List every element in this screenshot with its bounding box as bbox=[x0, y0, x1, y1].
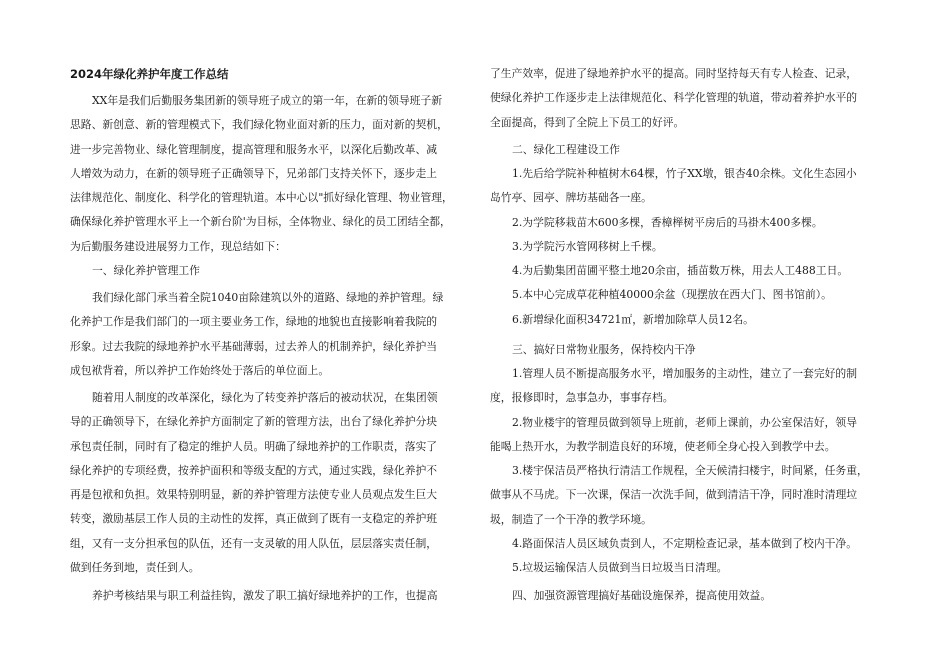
text-line: 5.本中心完成草花种植40000余盆（现摆放在西大门、图书馆前）。 bbox=[512, 288, 832, 302]
text-line: 了生产效率，促进了绿地养护水平的提高。同时坚持每天有专人检查、记录， bbox=[490, 67, 858, 80]
section3-list bbox=[490, 362, 874, 581]
list-item bbox=[490, 308, 874, 332]
text-line: 使绿化养护工作逐步走上法律规范化、科学化管理的轨道，带动着养护水平的 bbox=[490, 91, 858, 105]
text-line: 1.管理人员不断提高服务水平，增加服务的主动性，建立了一套完好的制 bbox=[512, 367, 858, 380]
text-line: 5.垃圾运输保洁人员做到当日垃圾当日清理。 bbox=[512, 561, 728, 575]
text-line: 再是包袱和负担。效果特别明显，新的养护管理方法使专业人员观点发生巨大 bbox=[70, 488, 438, 502]
section1-paragraph-3 bbox=[70, 584, 454, 608]
text-line: 思路、新创意、新的管理模式下，我们绿化物业面对新的压力，面对新的契机， bbox=[70, 118, 448, 132]
text-line: 3.为学院污水管网移树上千棵。 bbox=[512, 239, 663, 253]
text-line: 化养护工作是我们部门的一项主要业务工作，绿地的地貌也直接影响着我院的 bbox=[70, 315, 438, 329]
list-item bbox=[490, 532, 874, 556]
text-line: 4.路面保洁人员区域负责到人，不定期检查记录，基本做到了校内干净。 bbox=[512, 537, 858, 551]
text-line: 全面提高，得到了全院上下员工的好评。 bbox=[490, 115, 685, 129]
list-item bbox=[490, 235, 874, 259]
text-line: 法律规范化、制度化、科学化的管理轨道。本中心以"抓好绿化管理、物业管理， bbox=[70, 191, 453, 205]
text-line: 转变，激励基层工作人员的主动性的发挥，真正做到了既有一支稳定的养护班 bbox=[70, 512, 438, 526]
heading-line: 一、绿化养护管理工作 bbox=[92, 264, 200, 277]
text-line: 承包责任制，同时有了稳定的维护人员。明确了绿地养护的工作职责，落实了 bbox=[70, 439, 438, 453]
text-line: 6.新增绿化面积34721㎡，新增加除草人员12名。 bbox=[512, 312, 754, 326]
heading-line: 四、加强资源管理搞好基础设施保养，提高使用效益。 bbox=[512, 589, 772, 602]
text-line: 1.先后给学院补种植树木64棵，竹子XX墩，银杏40余株。文化生态园小 bbox=[512, 167, 857, 180]
list-item bbox=[490, 211, 874, 235]
text-line: 为后勤服务建设进展努力工作，现总结如下： bbox=[70, 239, 286, 253]
text-line: 养护考核结果与职工利益挂钩，激发了职工搞好绿地养护的工作，也提高 bbox=[92, 589, 438, 602]
text-line: 随着用人制度的改革深化，绿化为了转变养护落后的被动状况，在集团领 bbox=[92, 391, 438, 404]
list-item bbox=[490, 283, 874, 307]
section1-paragraph-2 bbox=[70, 386, 454, 580]
section1-paragraph-1 bbox=[70, 286, 454, 383]
heading-line: 三、搞好日常物业服务，保持校内干净 bbox=[512, 343, 696, 356]
text-line: 能喝上热开水，为教学制造良好的环境，使老师全身心投入到教学中去。 bbox=[490, 439, 836, 453]
list-item bbox=[490, 162, 874, 211]
text-line: 度，报修即时，急事急办，事事存档。 bbox=[490, 391, 674, 405]
list-item bbox=[490, 362, 874, 411]
continued-paragraph bbox=[490, 62, 874, 135]
list-item bbox=[490, 459, 874, 532]
section2-list bbox=[490, 162, 874, 332]
text-line: 形象。过去我院的绿地养护水平基础薄弱，过去养人的机制养护，绿化养护当 bbox=[70, 339, 438, 353]
text-line: 进一步完善物业、绿化管理制度，提高管理和服务水平，以深化后勤改革、减 bbox=[70, 142, 438, 156]
intro-paragraph bbox=[70, 89, 454, 259]
list-item bbox=[490, 411, 874, 460]
text-line: 人增效为动力，在新的领导班子正确领导下，兄弟部门支持关怀下，逐步走上 bbox=[70, 166, 438, 180]
section-heading-4 bbox=[490, 584, 874, 608]
text-line: 岛竹亭、园亭、牌坊基础各一座。 bbox=[490, 191, 652, 205]
list-item bbox=[490, 259, 874, 283]
text-line: 我们绿化部门承当着全院1040亩除建筑以外的道路、绿地的养护管理。绿 bbox=[92, 291, 444, 304]
section-heading-3 bbox=[490, 338, 874, 362]
text-line: 绿化养护的专项经费，按养护面积和等级支配的方式，通过实践，绿化养护不 bbox=[70, 463, 438, 477]
text-line: 组，又有一支分担承包的队伍，还有一支灵敏的用人队伍，层层落实责任制， bbox=[70, 536, 438, 550]
text-line: 2.物业楼宇的管理员做到领导上班前，老师上课前，办公室保洁好，领导 bbox=[512, 415, 858, 429]
text-line: 成包袱背着，所以养护工作始终处于落后的单位面上。 bbox=[70, 363, 330, 377]
document-title: 2024年绿化养护年度工作总结 bbox=[70, 67, 229, 81]
heading-line: 二、绿化工程建设工作 bbox=[512, 143, 620, 156]
list-item bbox=[490, 556, 874, 580]
text-line: 圾，制造了一个干净的教学环境。 bbox=[490, 512, 652, 526]
text-line: 确保绿化养护管理水平上一个新台阶'为目标，全体物业、绿化的员工团结全都， bbox=[70, 215, 451, 229]
text-line: 做事从不马虎。下一次课，保洁一次洗手间，做到清洁干净，同时准时清理垃 bbox=[490, 488, 858, 502]
text-line: 做到任务到地，责任到人。 bbox=[70, 561, 200, 575]
section-heading-2 bbox=[490, 138, 874, 162]
text-line: XX年是我们后勤服务集团新的领导班子成立的第一年，在新的领导班子新 bbox=[92, 94, 443, 107]
section-heading-1 bbox=[70, 259, 454, 283]
text-line: 3.楼宇保洁员严格执行清洁工作规程，全天候清扫楼宇，时间紧，任务重， bbox=[512, 464, 868, 478]
text-line: 导的正确领导下，在绿化养护方面制定了新的管理方法，出台了绿化养护分块 bbox=[70, 415, 438, 429]
text-line: 2.为学院移栽苗木600多棵，香樟榉树平房后的马褂木400多棵。 bbox=[512, 215, 823, 229]
text-line: 4.为后勤集团苗圃平整土地20余亩，插苗数万株，用去人工488工日。 bbox=[512, 264, 849, 278]
